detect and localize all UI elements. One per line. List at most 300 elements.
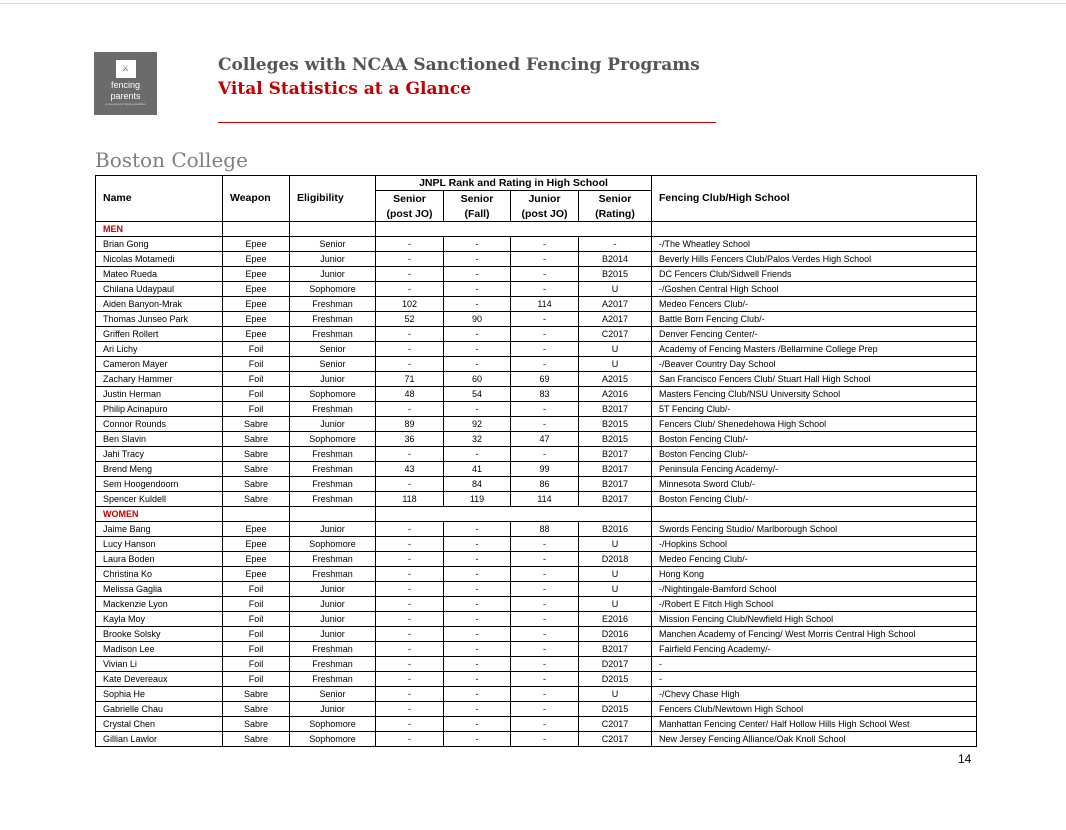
- cell-eligibility: Junior: [290, 267, 376, 282]
- cell-senior-rating: U: [579, 582, 652, 597]
- cell-senior-post-jo: -: [376, 702, 444, 717]
- cell-senior-rating: B2014: [579, 252, 652, 267]
- cell-club: Boston Fencing Club/-: [652, 492, 977, 507]
- header-junior-post-jo: Junior: [511, 191, 579, 207]
- cell-weapon: Foil: [223, 372, 290, 387]
- cell-senior-post-jo: -: [376, 327, 444, 342]
- cell-eligibility: Junior: [290, 582, 376, 597]
- cell-junior-post-jo: 86: [511, 477, 579, 492]
- cell-senior-post-jo: 36: [376, 432, 444, 447]
- cell-club: -/Beaver Country Day School: [652, 357, 977, 372]
- cell-eligibility: Senior: [290, 357, 376, 372]
- cell-senior-rating: D2015: [579, 702, 652, 717]
- cell-senior-fall: -: [444, 717, 511, 732]
- cell-name: Philip Acinapuro: [96, 402, 223, 417]
- cell-senior-rating: U: [579, 282, 652, 297]
- section-weapon-blank: [223, 222, 290, 237]
- cell-eligibility: Freshman: [290, 447, 376, 462]
- cell-club: -/Chevy Chase High: [652, 687, 977, 702]
- logo-tagline: a resource for fencing families: [105, 102, 146, 106]
- section-ranks-blank: [376, 222, 652, 237]
- table-row: [96, 237, 977, 252]
- cell-name: Mateo Rueda: [96, 267, 223, 282]
- cell-club: Fencers Club/Newtown High School: [652, 702, 977, 717]
- cell-eligibility: Sophomore: [290, 732, 376, 747]
- table-row: [96, 672, 977, 687]
- table-row: [96, 567, 977, 582]
- cell-senior-post-jo: -: [376, 642, 444, 657]
- cell-eligibility: Junior: [290, 372, 376, 387]
- table-row: [96, 402, 977, 417]
- cell-club: Boston Fencing Club/-: [652, 447, 977, 462]
- cell-club: Fairfield Fencing Academy/-: [652, 642, 977, 657]
- cell-weapon: Foil: [223, 597, 290, 612]
- cell-senior-rating: B2017: [579, 642, 652, 657]
- page-number: 14: [958, 752, 972, 766]
- cell-junior-post-jo: -: [511, 252, 579, 267]
- logo-text-parents: parents: [110, 91, 141, 101]
- cell-eligibility: Junior: [290, 627, 376, 642]
- cell-weapon: Sabre: [223, 462, 290, 477]
- cell-senior-fall: 54: [444, 387, 511, 402]
- cell-name: Sophia He: [96, 687, 223, 702]
- table-row: [96, 492, 977, 507]
- cell-name: Cameron Mayer: [96, 357, 223, 372]
- cell-name: Brian Gong: [96, 237, 223, 252]
- cell-name: Mackenzie Lyon: [96, 597, 223, 612]
- cell-club: -: [652, 657, 977, 672]
- document-subtitle: Vital Statistics at a Glance: [218, 79, 472, 99]
- cell-senior-post-jo: -: [376, 522, 444, 537]
- cell-senior-post-jo: -: [376, 657, 444, 672]
- cell-senior-fall: 32: [444, 432, 511, 447]
- cell-club: Denver Fencing Center/-: [652, 327, 977, 342]
- cell-senior-post-jo: 43: [376, 462, 444, 477]
- header-senior-rating: Senior: [579, 191, 652, 207]
- cell-name: Zachary Hammer: [96, 372, 223, 387]
- cell-senior-fall: -: [444, 627, 511, 642]
- cell-club: Medeo Fencers Club/-: [652, 297, 977, 312]
- cell-senior-fall: -: [444, 252, 511, 267]
- cell-junior-post-jo: 99: [511, 462, 579, 477]
- cell-eligibility: Junior: [290, 702, 376, 717]
- cell-weapon: Foil: [223, 627, 290, 642]
- cell-club: -: [652, 672, 977, 687]
- section-weapon-blank: [223, 507, 290, 522]
- cell-senior-fall: -: [444, 672, 511, 687]
- cell-weapon: Sabre: [223, 732, 290, 747]
- table-row: [96, 432, 977, 447]
- cell-eligibility: Sophomore: [290, 282, 376, 297]
- table-row: [96, 657, 977, 672]
- cell-name: Brend Meng: [96, 462, 223, 477]
- cell-senior-fall: -: [444, 282, 511, 297]
- cell-eligibility: Freshman: [290, 567, 376, 582]
- cell-name: Madison Lee: [96, 642, 223, 657]
- cell-eligibility: Freshman: [290, 552, 376, 567]
- cell-weapon: Epee: [223, 282, 290, 297]
- cell-weapon: Foil: [223, 387, 290, 402]
- cell-weapon: Epee: [223, 522, 290, 537]
- table-row: [96, 252, 977, 267]
- cell-senior-rating: U: [579, 537, 652, 552]
- cell-senior-fall: 92: [444, 417, 511, 432]
- cell-senior-post-jo: -: [376, 717, 444, 732]
- cell-name: Kayla Moy: [96, 612, 223, 627]
- document-title: Colleges with NCAA Sanctioned Fencing Programs: [218, 55, 700, 75]
- cell-club: Peninsula Fencing Academy/-: [652, 462, 977, 477]
- cell-senior-fall: -: [444, 327, 511, 342]
- cell-senior-post-jo: -: [376, 612, 444, 627]
- cell-senior-fall: 90: [444, 312, 511, 327]
- cell-senior-rating: U: [579, 342, 652, 357]
- cell-junior-post-jo: -: [511, 237, 579, 252]
- cell-senior-rating: D2017: [579, 657, 652, 672]
- table-row: [96, 372, 977, 387]
- cell-weapon: Sabre: [223, 492, 290, 507]
- cell-senior-post-jo: 71: [376, 372, 444, 387]
- cell-eligibility: Junior: [290, 252, 376, 267]
- cell-senior-post-jo: 48: [376, 387, 444, 402]
- section-club-blank: [652, 222, 977, 237]
- cell-club: DC Fencers Club/Sidwell Friends: [652, 267, 977, 282]
- cell-junior-post-jo: -: [511, 402, 579, 417]
- cell-senior-fall: -: [444, 522, 511, 537]
- cell-senior-rating: U: [579, 567, 652, 582]
- cell-senior-rating: B2017: [579, 447, 652, 462]
- table-row: [96, 732, 977, 747]
- cell-senior-post-jo: -: [376, 732, 444, 747]
- table-row: [96, 552, 977, 567]
- table-row: [96, 357, 977, 372]
- cell-club: -/Hopkins School: [652, 537, 977, 552]
- cell-junior-post-jo: -: [511, 657, 579, 672]
- header-senior-fall-sub: (Fall): [444, 206, 511, 222]
- cell-senior-post-jo: -: [376, 477, 444, 492]
- cell-eligibility: Junior: [290, 417, 376, 432]
- table-row: [96, 612, 977, 627]
- cell-senior-post-jo: -: [376, 342, 444, 357]
- cell-junior-post-jo: -: [511, 417, 579, 432]
- cell-senior-rating: E2016: [579, 612, 652, 627]
- cell-junior-post-jo: 69: [511, 372, 579, 387]
- cell-name: Laura Boden: [96, 552, 223, 567]
- cell-junior-post-jo: -: [511, 282, 579, 297]
- cell-senior-rating: B2017: [579, 462, 652, 477]
- table-row: [96, 327, 977, 342]
- cell-senior-rating: B2015: [579, 432, 652, 447]
- cell-senior-rating: D2016: [579, 627, 652, 642]
- cell-weapon: Epee: [223, 537, 290, 552]
- cell-club: Minnesota Sword Club/-: [652, 477, 977, 492]
- cell-junior-post-jo: -: [511, 342, 579, 357]
- cell-weapon: Epee: [223, 327, 290, 342]
- cell-eligibility: Freshman: [290, 642, 376, 657]
- cell-senior-post-jo: -: [376, 582, 444, 597]
- title-underline: [218, 122, 716, 123]
- cell-senior-fall: -: [444, 657, 511, 672]
- cell-club: Mission Fencing Club/Newfield High School: [652, 612, 977, 627]
- cell-senior-post-jo: 52: [376, 312, 444, 327]
- cell-senior-post-jo: -: [376, 402, 444, 417]
- cell-weapon: Sabre: [223, 432, 290, 447]
- cell-senior-rating: B2015: [579, 417, 652, 432]
- cell-weapon: Epee: [223, 552, 290, 567]
- cell-eligibility: Sophomore: [290, 717, 376, 732]
- table-row: [96, 297, 977, 312]
- header-club: Fencing Club/High School: [652, 176, 977, 222]
- cell-club: Boston Fencing Club/-: [652, 432, 977, 447]
- cell-name: Aiden Banyon-Mrak: [96, 297, 223, 312]
- cell-name: Thomas Junseo Park: [96, 312, 223, 327]
- cell-senior-rating: A2017: [579, 297, 652, 312]
- fencing-parents-logo: [94, 52, 157, 115]
- cell-senior-post-jo: -: [376, 537, 444, 552]
- cell-senior-post-jo: -: [376, 267, 444, 282]
- cell-eligibility: Freshman: [290, 492, 376, 507]
- cell-senior-post-jo: -: [376, 672, 444, 687]
- cell-senior-fall: -: [444, 357, 511, 372]
- cell-name: Lucy Hanson: [96, 537, 223, 552]
- cell-eligibility: Freshman: [290, 327, 376, 342]
- cell-senior-rating: C2017: [579, 717, 652, 732]
- cell-weapon: Epee: [223, 567, 290, 582]
- cell-senior-rating: C2017: [579, 327, 652, 342]
- cell-eligibility: Sophomore: [290, 432, 376, 447]
- cell-senior-fall: -: [444, 582, 511, 597]
- cell-weapon: Epee: [223, 267, 290, 282]
- cell-club: Academy of Fencing Masters /Bellarmine College Prep: [652, 342, 977, 357]
- cell-senior-rating: B2017: [579, 492, 652, 507]
- cell-name: Kate Devereaux: [96, 672, 223, 687]
- cell-senior-fall: -: [444, 612, 511, 627]
- cell-club: 5T Fencing Club/-: [652, 402, 977, 417]
- cell-junior-post-jo: 114: [511, 492, 579, 507]
- table-row: [96, 717, 977, 732]
- cell-senior-rating: U: [579, 597, 652, 612]
- top-divider: [0, 3, 1066, 4]
- cell-senior-fall: -: [444, 597, 511, 612]
- cell-senior-rating: B2017: [579, 402, 652, 417]
- table-row: [96, 522, 977, 537]
- table-row: [96, 282, 977, 297]
- cell-club: -/Goshen Central High School: [652, 282, 977, 297]
- cell-junior-post-jo: -: [511, 627, 579, 642]
- table-row: [96, 642, 977, 657]
- cell-senior-rating: D2018: [579, 552, 652, 567]
- cell-name: Christina Ko: [96, 567, 223, 582]
- cell-senior-post-jo: -: [376, 357, 444, 372]
- cell-junior-post-jo: 83: [511, 387, 579, 402]
- cell-junior-post-jo: -: [511, 582, 579, 597]
- cell-name: Ben Slavin: [96, 432, 223, 447]
- cell-name: Jaime Bang: [96, 522, 223, 537]
- cell-senior-post-jo: -: [376, 627, 444, 642]
- roster-table: [95, 175, 977, 747]
- cell-weapon: Sabre: [223, 417, 290, 432]
- cell-senior-fall: 84: [444, 477, 511, 492]
- table-row: [96, 342, 977, 357]
- cell-senior-fall: -: [444, 537, 511, 552]
- cell-weapon: Sabre: [223, 717, 290, 732]
- cell-eligibility: Freshman: [290, 402, 376, 417]
- cell-junior-post-jo: -: [511, 717, 579, 732]
- cell-senior-fall: 119: [444, 492, 511, 507]
- cell-senior-fall: -: [444, 267, 511, 282]
- cell-senior-post-jo: -: [376, 237, 444, 252]
- cell-senior-post-jo: -: [376, 687, 444, 702]
- cell-senior-rating: C2017: [579, 732, 652, 747]
- cell-name: Melissa Gaglia: [96, 582, 223, 597]
- women-section-row: [96, 507, 977, 522]
- table-row: [96, 387, 977, 402]
- cell-senior-rating: B2015: [579, 267, 652, 282]
- cell-club: -/The Wheatley School: [652, 237, 977, 252]
- cell-junior-post-jo: -: [511, 327, 579, 342]
- header-senior-post-jo: Senior: [376, 191, 444, 207]
- table-row: [96, 462, 977, 477]
- cell-eligibility: Senior: [290, 342, 376, 357]
- header-weapon: Weapon: [223, 176, 290, 222]
- cell-club: Hong Kong: [652, 567, 977, 582]
- cell-weapon: Sabre: [223, 447, 290, 462]
- cell-senior-post-jo: 89: [376, 417, 444, 432]
- cell-name: Gabrielle Chau: [96, 702, 223, 717]
- cell-weapon: Foil: [223, 342, 290, 357]
- cell-senior-fall: -: [444, 732, 511, 747]
- cell-weapon: Sabre: [223, 702, 290, 717]
- cell-eligibility: Freshman: [290, 462, 376, 477]
- cell-club: Swords Fencing Studio/ Marlborough School: [652, 522, 977, 537]
- cell-senior-rating: U: [579, 357, 652, 372]
- cell-senior-fall: -: [444, 687, 511, 702]
- cell-senior-rating: B2016: [579, 522, 652, 537]
- cell-name: Griffen Rollert: [96, 327, 223, 342]
- cell-senior-rating: A2015: [579, 372, 652, 387]
- cell-senior-post-jo: 102: [376, 297, 444, 312]
- logo-text-fencing: fencing: [110, 80, 141, 90]
- cell-club: Manhattan Fencing Center/ Half Hollow Hills High School West: [652, 717, 977, 732]
- cell-club: Fencers Club/ Shenedehowa High School: [652, 417, 977, 432]
- table-row: [96, 267, 977, 282]
- section-ranks-blank: [376, 507, 652, 522]
- cell-senior-fall: -: [444, 297, 511, 312]
- cell-junior-post-jo: 88: [511, 522, 579, 537]
- cell-senior-post-jo: -: [376, 447, 444, 462]
- cell-junior-post-jo: -: [511, 672, 579, 687]
- cell-senior-fall: 41: [444, 462, 511, 477]
- men-section-label: MEN: [96, 222, 223, 237]
- cell-name: Chilana Udaypaul: [96, 282, 223, 297]
- cell-weapon: Foil: [223, 357, 290, 372]
- cell-junior-post-jo: -: [511, 267, 579, 282]
- cell-club: Medeo Fencing Club/-: [652, 552, 977, 567]
- cell-name: Crystal Chen: [96, 717, 223, 732]
- cell-senior-post-jo: -: [376, 597, 444, 612]
- section-club-blank: [652, 507, 977, 522]
- cell-senior-fall: -: [444, 642, 511, 657]
- table-row: [96, 417, 977, 432]
- cell-senior-rating: A2016: [579, 387, 652, 402]
- table-row: [96, 447, 977, 462]
- cell-weapon: Epee: [223, 252, 290, 267]
- header-senior-rating-sub: (Rating): [579, 206, 652, 222]
- cell-junior-post-jo: -: [511, 312, 579, 327]
- section-eligibility-blank: [290, 507, 376, 522]
- cell-junior-post-jo: -: [511, 642, 579, 657]
- cell-junior-post-jo: 114: [511, 297, 579, 312]
- table-row: [96, 702, 977, 717]
- cell-weapon: Sabre: [223, 477, 290, 492]
- cell-senior-fall: -: [444, 702, 511, 717]
- cell-club: -/Robert E Fitch High School: [652, 597, 977, 612]
- table-row: [96, 597, 977, 612]
- cell-senior-post-jo: -: [376, 252, 444, 267]
- table-row: [96, 687, 977, 702]
- cell-club: Manchen Academy of Fencing/ West Morris Central High School: [652, 627, 977, 642]
- roster-body: [96, 222, 977, 747]
- cell-junior-post-jo: -: [511, 597, 579, 612]
- cell-junior-post-jo: -: [511, 552, 579, 567]
- college-name: Boston College: [95, 148, 248, 172]
- cell-name: Spencer Kuldell: [96, 492, 223, 507]
- cell-eligibility: Freshman: [290, 297, 376, 312]
- cell-name: Connor Rounds: [96, 417, 223, 432]
- cell-eligibility: Freshman: [290, 657, 376, 672]
- men-section-row: [96, 222, 977, 237]
- cell-name: Gillian Lawlor: [96, 732, 223, 747]
- cell-eligibility: Sophomore: [290, 537, 376, 552]
- cell-weapon: Epee: [223, 297, 290, 312]
- cell-senior-fall: 60: [444, 372, 511, 387]
- cell-senior-rating: -: [579, 237, 652, 252]
- cell-weapon: Foil: [223, 582, 290, 597]
- cell-senior-post-jo: -: [376, 567, 444, 582]
- cell-club: San Francisco Fencers Club/ Stuart Hall High School: [652, 372, 977, 387]
- table-row: [96, 627, 977, 642]
- cell-eligibility: Freshman: [290, 672, 376, 687]
- cell-eligibility: Freshman: [290, 312, 376, 327]
- header-junior-post-jo-sub: (post JO): [511, 206, 579, 222]
- cell-eligibility: Junior: [290, 597, 376, 612]
- cell-junior-post-jo: 47: [511, 432, 579, 447]
- women-section-label: WOMEN: [96, 507, 223, 522]
- cell-club: Beverly Hills Fencers Club/Palos Verdes High School: [652, 252, 977, 267]
- cell-eligibility: Senior: [290, 237, 376, 252]
- cell-club: Masters Fencing Club/NSU University School: [652, 387, 977, 402]
- cell-club: Battle Born Fencing Club/-: [652, 312, 977, 327]
- cell-weapon: Epee: [223, 312, 290, 327]
- cell-club: New Jersey Fencing Alliance/Oak Knoll School: [652, 732, 977, 747]
- cell-eligibility: Junior: [290, 612, 376, 627]
- cell-eligibility: Senior: [290, 687, 376, 702]
- cell-junior-post-jo: -: [511, 567, 579, 582]
- cell-junior-post-jo: -: [511, 702, 579, 717]
- cell-senior-fall: -: [444, 342, 511, 357]
- cell-junior-post-jo: -: [511, 732, 579, 747]
- cell-eligibility: Sophomore: [290, 387, 376, 402]
- cell-weapon: Foil: [223, 672, 290, 687]
- cell-senior-post-jo: -: [376, 552, 444, 567]
- cell-name: Ari Lichy: [96, 342, 223, 357]
- cell-junior-post-jo: -: [511, 357, 579, 372]
- header-name: Name: [96, 176, 223, 222]
- fencers-icon: ⚔: [116, 60, 136, 78]
- cell-eligibility: Junior: [290, 522, 376, 537]
- table-row: [96, 312, 977, 327]
- cell-junior-post-jo: -: [511, 537, 579, 552]
- table-row: [96, 477, 977, 492]
